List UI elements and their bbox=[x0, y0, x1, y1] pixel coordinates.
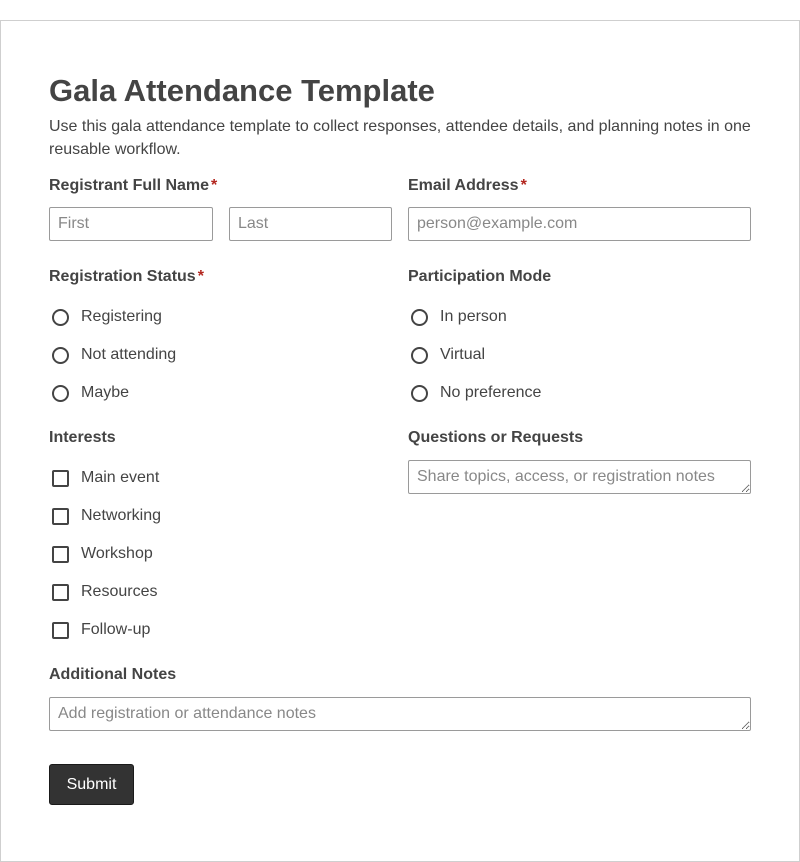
option-label: Not attending bbox=[81, 346, 177, 363]
submit-button[interactable]: Submit bbox=[49, 764, 134, 805]
option-label: No preference bbox=[440, 384, 542, 401]
name-label bbox=[49, 177, 217, 195]
option-label: Main event bbox=[81, 469, 160, 486]
radio-button[interactable] bbox=[411, 347, 428, 364]
checkbox[interactable] bbox=[52, 584, 69, 601]
interest-option-main-event[interactable] bbox=[49, 466, 159, 490]
form-description: Use this gala attendance template to collect responses, attendee details, and planning notes in one reusable workflow. bbox=[49, 118, 751, 158]
required-marker: * bbox=[197, 268, 204, 285]
checkbox[interactable] bbox=[52, 622, 69, 639]
radio-button[interactable] bbox=[52, 309, 69, 326]
option-label: Networking bbox=[81, 507, 162, 524]
checkbox[interactable] bbox=[52, 546, 69, 563]
mode-option-in-person[interactable] bbox=[408, 305, 507, 329]
email-label-text: Email Address bbox=[408, 177, 519, 194]
mode-label: Participation Mode bbox=[408, 268, 552, 285]
interest-option-workshop[interactable] bbox=[49, 542, 153, 566]
required-marker: * bbox=[520, 177, 527, 194]
option-label: Follow-up bbox=[81, 621, 151, 638]
interests-label: Interests bbox=[49, 429, 116, 446]
interest-option-resources[interactable] bbox=[49, 580, 157, 604]
email-input[interactable] bbox=[408, 207, 751, 241]
mode-option-no-preference[interactable] bbox=[408, 381, 541, 405]
form-title: Gala Attendance Template bbox=[49, 73, 435, 108]
required-marker: * bbox=[211, 177, 218, 194]
email-label bbox=[408, 177, 527, 195]
option-label: In person bbox=[440, 308, 507, 325]
radio-button[interactable] bbox=[52, 347, 69, 364]
mode-option-virtual[interactable] bbox=[408, 343, 485, 367]
interest-option-follow-up[interactable] bbox=[49, 618, 150, 642]
checkbox[interactable] bbox=[52, 508, 69, 525]
checkbox[interactable] bbox=[52, 470, 69, 487]
questions-label: Questions or Requests bbox=[408, 429, 584, 446]
status-option-not-attending[interactable] bbox=[49, 343, 176, 367]
option-label: Maybe bbox=[81, 384, 130, 401]
option-label: Resources bbox=[81, 583, 158, 600]
option-label: Workshop bbox=[81, 545, 153, 562]
status-option-maybe[interactable] bbox=[49, 381, 129, 405]
option-label: Registering bbox=[81, 308, 162, 325]
form-container bbox=[0, 20, 800, 862]
radio-button[interactable] bbox=[411, 309, 428, 326]
first-name-input[interactable] bbox=[49, 207, 213, 241]
status-label bbox=[49, 268, 204, 286]
name-label-text: Registrant Full Name bbox=[49, 177, 210, 194]
status-option-registering[interactable] bbox=[49, 305, 162, 329]
notes-textarea[interactable] bbox=[49, 697, 751, 731]
radio-button[interactable] bbox=[52, 385, 69, 402]
option-label: Virtual bbox=[440, 346, 486, 363]
last-name-input[interactable] bbox=[229, 207, 392, 241]
radio-button[interactable] bbox=[411, 385, 428, 402]
questions-textarea[interactable] bbox=[408, 460, 751, 494]
notes-label: Additional Notes bbox=[49, 666, 177, 683]
interest-option-networking[interactable] bbox=[49, 504, 161, 528]
status-label-text: Registration Status bbox=[49, 268, 196, 285]
